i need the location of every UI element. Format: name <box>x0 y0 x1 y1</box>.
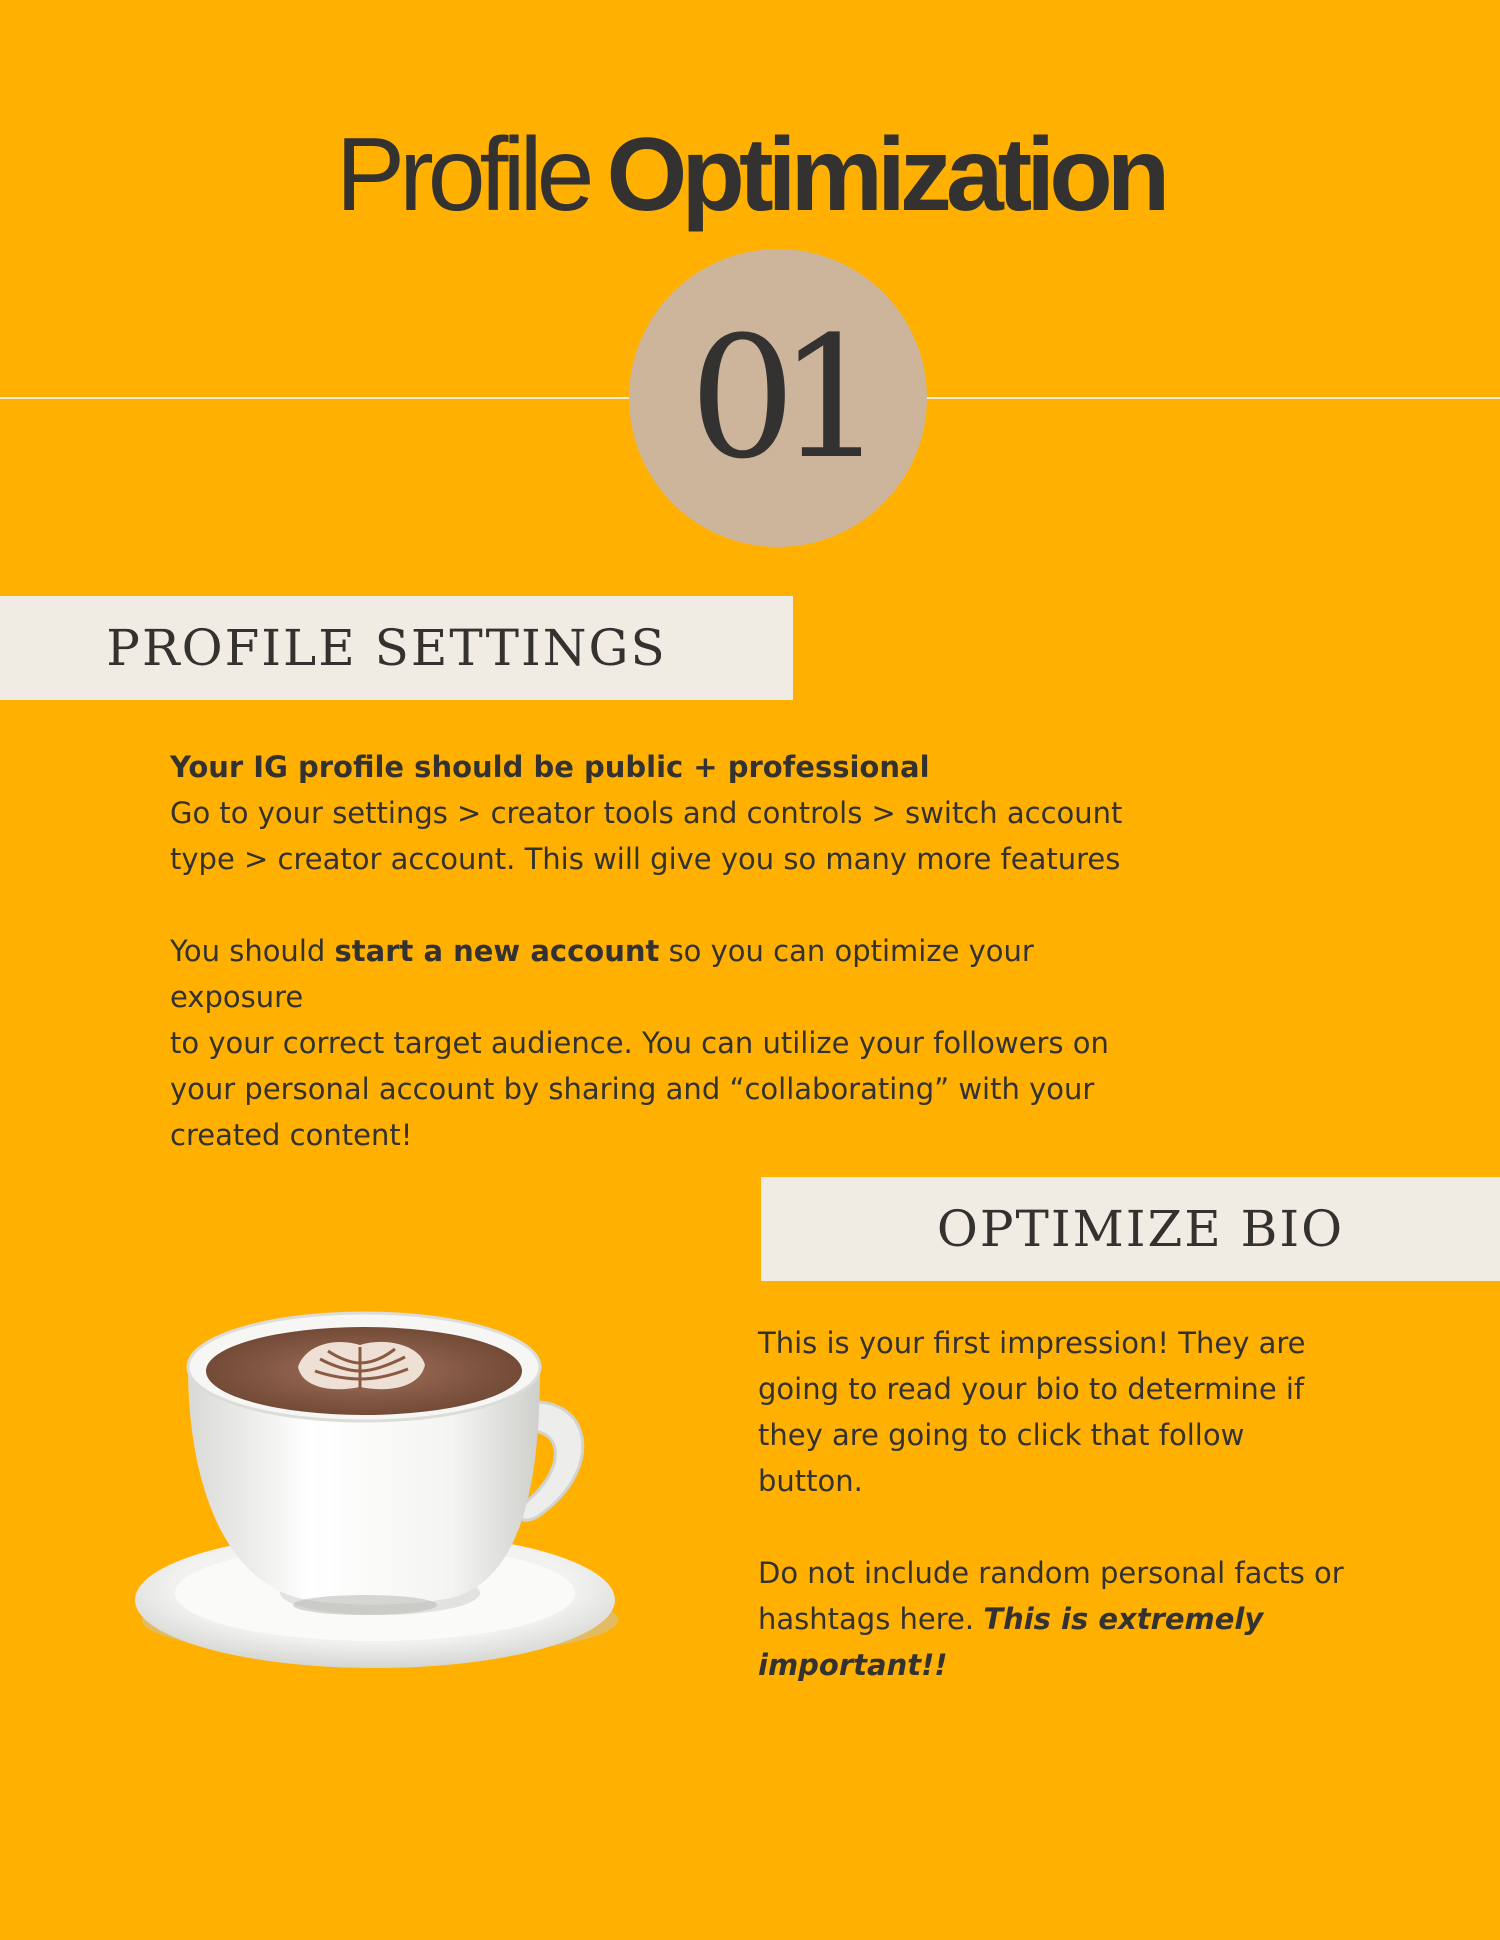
profile-settings-p2-line2: to your correct target audience. You can utilize your followers on <box>170 1026 1109 1060</box>
profile-settings-banner <box>0 596 793 700</box>
profile-settings-lead: Your IG profile should be public + professional <box>170 750 930 784</box>
important-emphasis: This is extremely <box>983 1602 1264 1636</box>
optimize-bio-body <box>758 1320 1398 1688</box>
optimize-bio-heading: OPTIMIZE BIO <box>936 1200 1345 1258</box>
profile-settings-heading: PROFILE SETTINGS <box>106 619 667 677</box>
profile-settings-body <box>170 744 1170 1158</box>
new-account-emphasis: start a new account <box>334 934 660 968</box>
optimize-bio-p1-line1: This is your first impression! They are <box>758 1326 1306 1360</box>
profile-settings-p1-line2: type > creator account. This will give you so many more features <box>170 842 1121 876</box>
section-number-circle <box>629 249 927 547</box>
important-emphasis-2: important!! <box>758 1648 948 1682</box>
optimize-bio-p2-line3 <box>758 1642 1398 1688</box>
optimize-bio-p1-line2: going to read your bio to determine if <box>758 1372 1305 1406</box>
coffee-cup-image <box>70 1275 670 1695</box>
profile-settings-p2-line3: your personal account by sharing and “collaborating” with your <box>170 1072 1095 1106</box>
optimize-bio-p1-line3: they are going to click that follow <box>758 1418 1245 1452</box>
profile-settings-p2-line4: created content! <box>170 1118 413 1152</box>
profile-settings-p2-line1: You should start a new account so you can optimize your exposure <box>170 934 1034 1014</box>
page-title <box>0 118 1500 232</box>
optimize-bio-p1-line4: button. <box>758 1464 863 1498</box>
optimize-bio-banner <box>761 1177 1500 1281</box>
page-title-light: Profile <box>335 117 589 233</box>
optimize-bio-p2-line1: Do not include random personal facts or <box>758 1556 1344 1590</box>
optimize-bio-p2-line2: hashtags here. This is extremely <box>758 1602 1264 1636</box>
profile-settings-p1-line1: Go to your settings > creator tools and controls > switch account <box>170 796 1123 830</box>
page-title-bold: Optimization <box>606 117 1165 233</box>
section-number: 01 <box>689 300 867 496</box>
